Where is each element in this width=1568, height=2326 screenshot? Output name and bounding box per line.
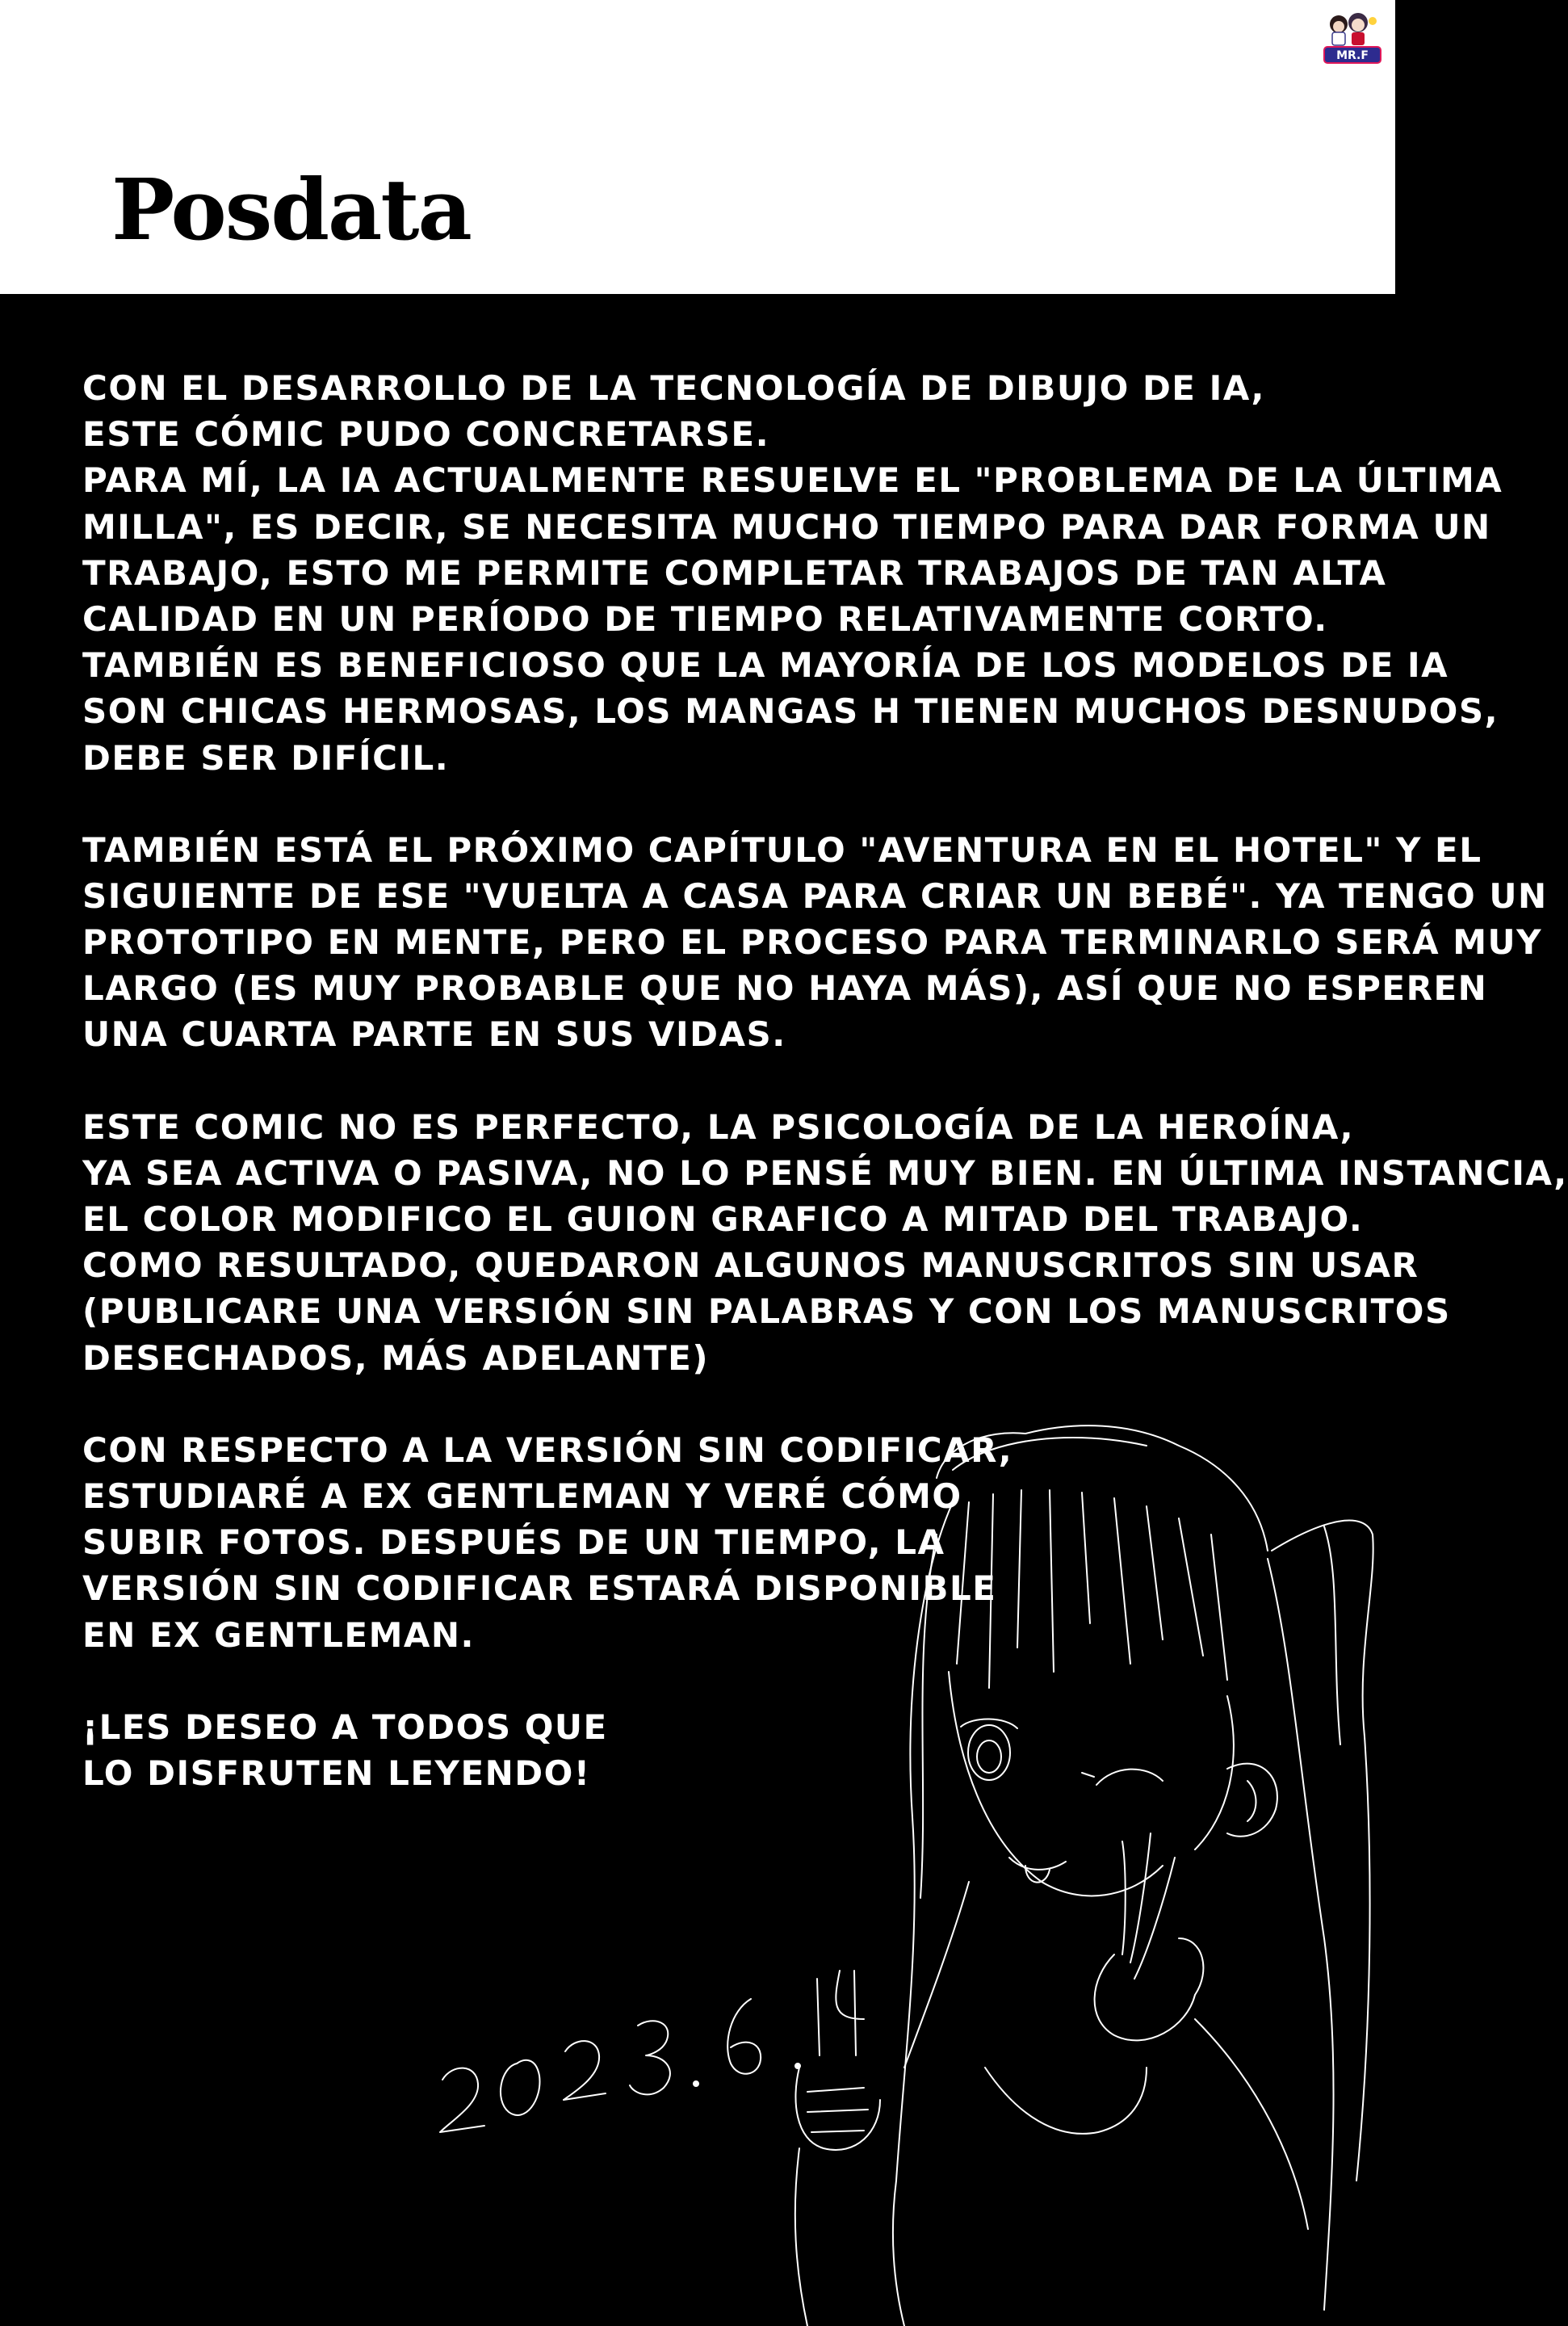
text-line: VERSIÓN SIN CODIFICAR ESTARÁ DISPONIBLE	[82, 1568, 997, 1609]
text-line: LO DISFRUTEN LEYENDO!	[82, 1753, 591, 1793]
logo-text: MR.F	[1336, 49, 1369, 62]
text-line: PARA MÍ, LA IA ACTUALMENTE RESUELVE EL "PROBLEMA DE LA ÚLTIMA	[82, 460, 1503, 501]
text-line: CON RESPECTO A LA VERSIÓN SIN CODIFICAR,	[82, 1430, 1013, 1470]
text-line: SIGUIENTE DE ESE "VUELTA A CASA PARA CRIAR UN BEBÉ". YA TENGO UN	[82, 875, 1548, 916]
chibi-characters-logo-icon	[1321, 10, 1384, 66]
text-line: MILLA", ES DECIR, SE NECESITA MUCHO TIEMPO PARA DAR FORMA UN	[82, 506, 1491, 547]
text-line: ESTUDIARÉ A EX GENTLEMAN Y VERÉ CÓMO	[82, 1476, 962, 1516]
postscript-article	[82, 365, 1568, 1842]
text-line: DEBE SER DIFÍCIL.	[82, 737, 450, 778]
text-line: CON EL DESARROLLO DE LA TECNOLOGÍA DE DIBUJO DE IA,	[82, 368, 1265, 408]
paragraph-imperfections	[82, 1104, 1568, 1381]
text-line: TRABAJO, ESTO ME PERMITE COMPLETAR TRABAJOS DE TAN ALTA	[82, 552, 1387, 593]
text-line: TAMBIÉN ESTÁ EL PRÓXIMO CAPÍTULO "AVENTURA EN EL HOTEL" Y EL	[82, 829, 1482, 870]
page-title: Posdata	[111, 160, 471, 259]
text-line: LARGO (ES MUY PROBABLE QUE NO HAYA MÁS), ASÍ QUE NO ESPEREN	[82, 968, 1488, 1009]
text-line: COMO RESULTADO, QUEDARON ALGUNOS MANUSCRITOS SIN USAR	[82, 1245, 1419, 1286]
text-line: TAMBIÉN ES BENEFICIOSO QUE LA MAYORÍA DE LOS MODELOS DE IA	[82, 645, 1449, 686]
paragraph-ai-technology	[82, 365, 1503, 781]
text-line: CALIDAD EN UN PERÍODO DE TIEMPO RELATIVAMENTE CORTO.	[82, 598, 1328, 639]
paragraph-next-chapter	[82, 827, 1548, 1058]
paragraph-uncensored-version	[82, 1427, 1358, 1658]
text-line: (PUBLICARE UNA VERSIÓN SIN PALABRAS Y CON LOS MANUSCRITOS	[82, 1291, 1451, 1332]
text-line: SUBIR FOTOS. DESPUÉS DE UN TIEMPO, LA	[82, 1522, 945, 1563]
text-line: ESTE COMIC NO ES PERFECTO, LA PSICOLOGÍA DE LA HEROÍNA,	[82, 1106, 1355, 1147]
text-line: EN EX GENTLEMAN.	[82, 1614, 475, 1655]
text-line: UNA CUARTA PARTE EN SUS VIDAS.	[82, 1014, 786, 1055]
text-line: PROTOTIPO EN MENTE, PERO EL PROCESO PARA TERMINARLO SERÁ MUY	[82, 922, 1543, 963]
text-line: SON CHICAS HERMOSAS, LOS MANGAS H TIENEN MUCHOS DESNUDOS,	[82, 691, 1499, 732]
text-line: EL COLOR MODIFICO EL GUION GRAFICO A MITAD DEL TRABAJO.	[82, 1199, 1364, 1239]
text-line: ESTE CÓMIC PUDO CONCRETARSE.	[82, 414, 770, 455]
paragraph-closing-wish	[82, 1704, 1358, 1796]
text-line: YA SEA ACTIVA O PASIVA, NO LO PENSÉ MUY BIEN. EN ÚLTIMA INSTANCIA,	[82, 1153, 1568, 1193]
text-line: ¡LES DESEO A TODOS QUE	[82, 1707, 608, 1747]
text-line: DESECHADOS, MÁS ADELANTE)	[82, 1337, 710, 1378]
